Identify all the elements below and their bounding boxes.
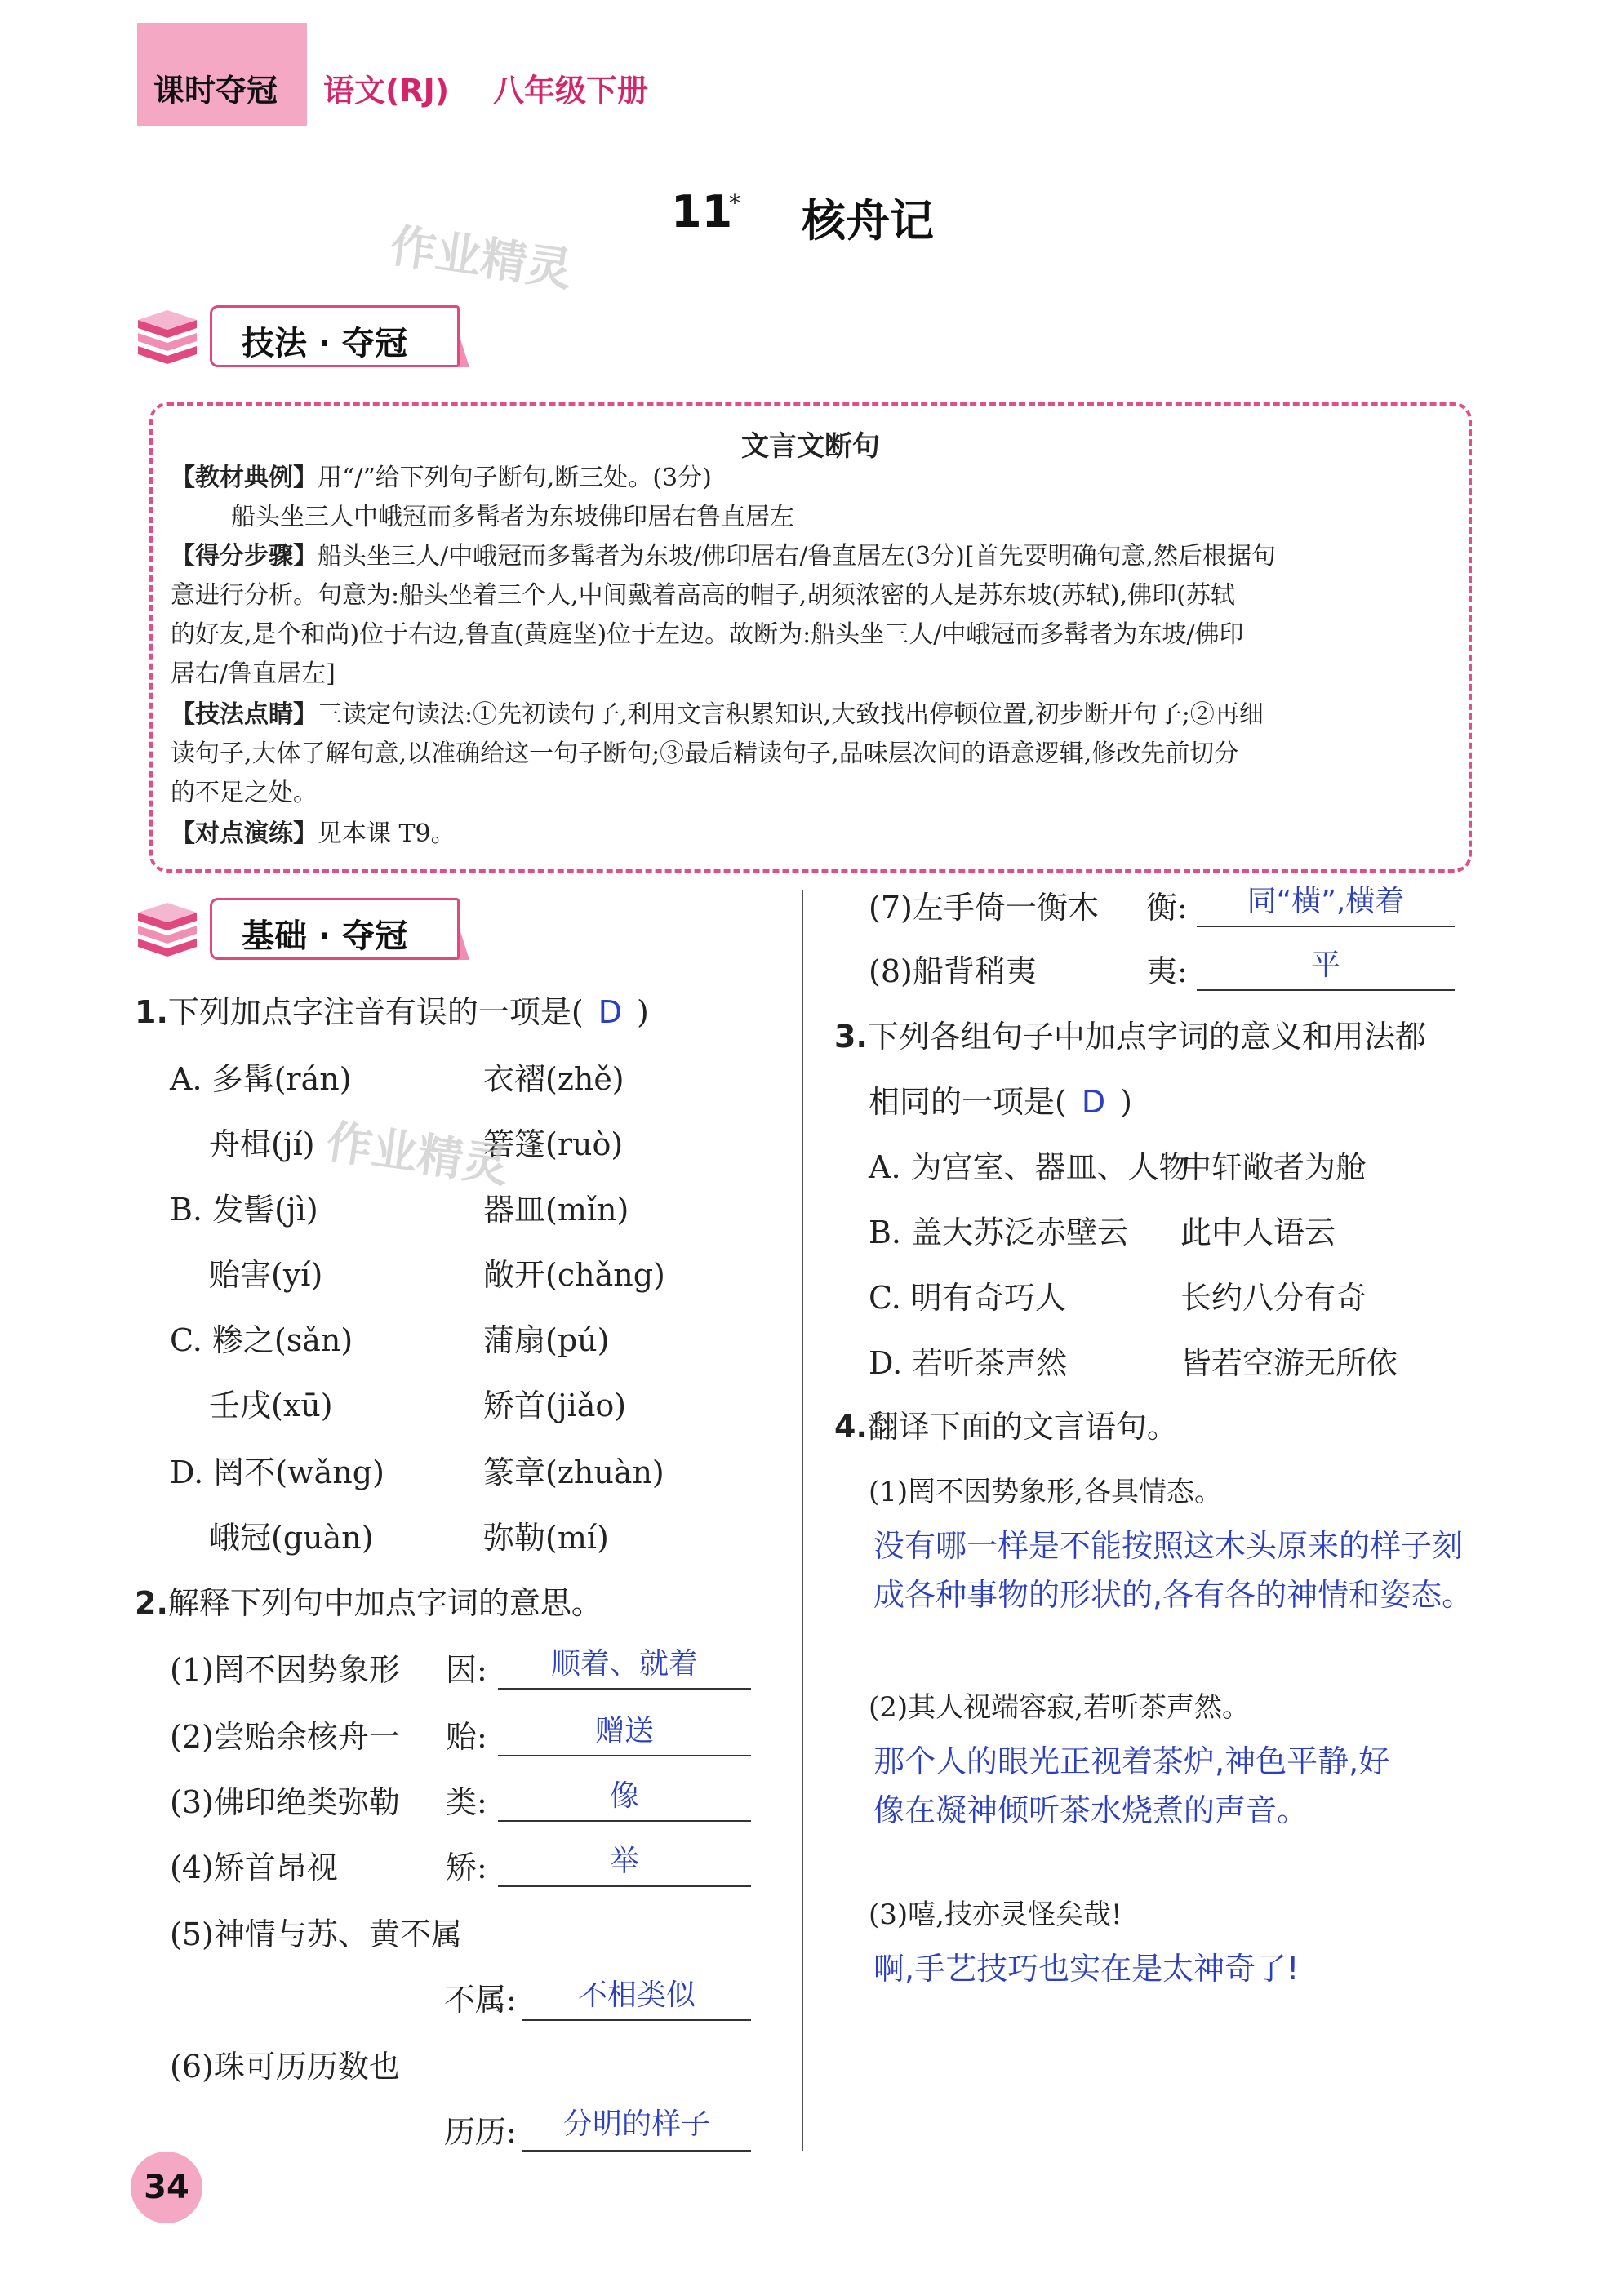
method-box <box>149 402 1472 873</box>
q2-word: 不属: <box>444 1982 517 2018</box>
answer-line <box>498 1755 751 1756</box>
q1-option: 矫首(jiǎo) <box>483 1388 627 1423</box>
q2-sentence: (5)神情与苏、黄不属 <box>170 1916 462 1952</box>
box-line: 意进行分析。句意为:船头坐着三个人,中间戴着高高的帽子,胡须浓密的人是苏东坡(苏轼),佛印(苏轼 <box>171 581 1235 610</box>
q1-option: 箬篷(ruò) <box>483 1126 624 1162</box>
box-line: 船头坐三人中峨冠而多髯者为东坡佛印居右鲁直居左 <box>231 503 794 531</box>
box-line: 【技法点睛】三读定句读法:①先初读句子,利用文言积累知识,大致找出停顿位置,初步断开句子;②再细 <box>171 700 1264 729</box>
q3-option: 长约八分有奇 <box>1180 1280 1367 1316</box>
q1-option: 篆章(zhuàn) <box>483 1454 664 1490</box>
answer-line <box>522 2019 751 2021</box>
q1-option: C. 糁之(sǎn) <box>170 1322 353 1358</box>
q4-answer-line: 啊,手艺技巧也实在是太神奇了! <box>873 1951 1300 1987</box>
section-basics-title: 基础 · 夺冠 <box>242 917 408 955</box>
q2-answer: 不相类似 <box>577 1978 696 2012</box>
q2-sentence: (6)珠可历历数也 <box>170 2049 400 2085</box>
brand-box <box>137 23 307 126</box>
q2-sentence: (4)矫首昂视 <box>170 1850 338 1885</box>
box-line: 的好友,是个和尚)位于右边,鲁直(黄庭坚)位于左边。故断为:船头坐三人/中峨冠而多髯者为东坡/佛印 <box>171 620 1244 649</box>
box-line: 【得分步骤】船头坐三人/中峨冠而多髯者为东坡/佛印居右/鲁直居左(3分)[首先要明确句意,然后根据句 <box>171 542 1277 571</box>
answer-line <box>498 1885 751 1887</box>
q2-answer: 分明的样子 <box>562 2107 710 2141</box>
q2-word: 矫: <box>446 1850 487 1885</box>
q2-sentence: (7)左手倚一衡木 <box>869 890 1099 926</box>
lesson-number: 11 <box>671 186 733 238</box>
section-method-header <box>135 297 478 371</box>
q4-sentence: (3)嘻,技亦灵怪矣哉! <box>869 1899 1122 1931</box>
q3-option: D. 若听茶声然 <box>869 1345 1068 1381</box>
q3-option: A. 为宫室、器皿、人物 <box>869 1149 1190 1185</box>
section-basics-header <box>135 890 478 963</box>
q2-sentence: (2)尝贻余核舟一 <box>170 1719 400 1755</box>
watermark: 作业精灵 <box>386 219 576 298</box>
q2-sentence: (8)船背稍夷 <box>869 953 1037 989</box>
subject-label: 语文(RJ) <box>323 73 450 109</box>
q2-word: 因: <box>446 1652 487 1688</box>
q1-option: A. 多髯(rán) <box>170 1061 352 1097</box>
q2-word: 衡: <box>1146 890 1188 926</box>
q1-option: 贻害(yí) <box>209 1257 323 1293</box>
q2-answer: 平 <box>1310 948 1340 982</box>
box-line: 读句子,大体了解句意,以准确给这一句子断句;③最后精读句子,品味层次间的语意逻辑,修改先前切分 <box>171 739 1239 768</box>
q2-answer: 顺着、就着 <box>550 1647 698 1681</box>
watermark: 作业精灵 <box>322 1115 512 1194</box>
lesson-star: * <box>729 189 740 216</box>
q4-answer-line: 像在凝神倾听茶水烧煮的声音。 <box>873 1792 1309 1828</box>
q4-answer-line: 没有哪一样是不能按照这木头原来的样子刻 <box>873 1528 1464 1564</box>
q2-word: 历历: <box>444 2114 517 2150</box>
q1-option: 衣褶(zhě) <box>483 1061 624 1097</box>
q3-option: B. 盖大苏泛赤壁云 <box>869 1215 1129 1250</box>
answer-line <box>498 1688 751 1690</box>
q2-sentence: (3)佛印绝类弥勒 <box>170 1784 400 1820</box>
q1-option: 蒲扇(pú) <box>483 1322 610 1358</box>
q3-option: 皆若空游无所依 <box>1180 1345 1398 1381</box>
q3-option: C. 明有奇巧人 <box>869 1280 1066 1316</box>
q1-option: 器皿(mǐn) <box>483 1192 629 1228</box>
answer-line <box>1197 989 1455 991</box>
q1-option: 舟楫(jí) <box>209 1126 315 1162</box>
q1-option: 峨冠(guàn) <box>209 1520 374 1556</box>
q3-option: 此中人语云 <box>1180 1215 1336 1250</box>
grade-label: 八年级下册 <box>493 73 649 109</box>
box-line: 【教材典例】用“/”给下列句子断句,断三处。(3分) <box>171 464 712 492</box>
answer-line <box>498 1820 751 1822</box>
q4-answer-line: 成各种事物的形状的,各有各的神情和姿态。 <box>873 1577 1473 1613</box>
q3-stem-cont: 相同的一项是( D ) <box>869 1084 1132 1120</box>
q2-answer: 举 <box>609 1845 639 1878</box>
method-box-title: 文言文断句 <box>741 430 880 463</box>
q2-answer: 像 <box>609 1779 639 1813</box>
q2-word: 贻: <box>446 1719 487 1755</box>
lesson-title: 核舟记 <box>802 195 934 246</box>
q2-answer: 赠送 <box>594 1714 654 1748</box>
q2-sentence: (1)罔不因势象形 <box>170 1652 400 1688</box>
q1-option: 壬戌(xū) <box>209 1388 333 1423</box>
box-line: 的不足之处。 <box>171 779 318 807</box>
answer-line <box>1197 926 1455 927</box>
q2-answer: 同“横”,横着 <box>1247 885 1405 918</box>
column-divider <box>802 890 803 2151</box>
answer-line <box>522 2150 751 2152</box>
q3-option: 中轩敞者为舱 <box>1180 1149 1367 1185</box>
q4-sentence: (2)其人视端容寂,若听茶声然。 <box>869 1691 1250 1724</box>
q1-option: B. 发髻(jì) <box>170 1192 318 1228</box>
section-method-title: 技法 · 夺冠 <box>242 325 408 362</box>
books-icon <box>135 305 200 364</box>
page-number: 34 <box>131 2152 202 2223</box>
q4-sentence: (1)罔不因势象形,各具情态。 <box>869 1476 1222 1508</box>
q4-stem: 4.翻译下面的文言语句。 <box>834 1409 1178 1445</box>
box-line: 居右/鲁直居左] <box>171 659 336 688</box>
q1-option: 敞开(chǎng) <box>483 1257 665 1293</box>
q4-answer-line: 那个人的眼光正视着茶炉,神色平静,好 <box>873 1743 1390 1779</box>
q2-word: 类: <box>446 1784 487 1820</box>
q1-stem: 1.下列加点字注音有误的一项是( D ) <box>135 994 649 1030</box>
q2-stem: 2.解释下列句中加点字词的意思。 <box>135 1585 602 1621</box>
q3-stem: 3.下列各组句子中加点字词的意义和用法都 <box>834 1019 1426 1055</box>
q1-option: D. 罔不(wǎng) <box>170 1454 384 1490</box>
books-icon <box>135 898 200 957</box>
brand-label: 课时夺冠 <box>153 73 278 109</box>
q1-option: 弥勒(mí) <box>483 1520 609 1556</box>
box-line: 【对点演练】见本课 T9。 <box>171 819 456 848</box>
q2-word: 夷: <box>1146 953 1188 989</box>
